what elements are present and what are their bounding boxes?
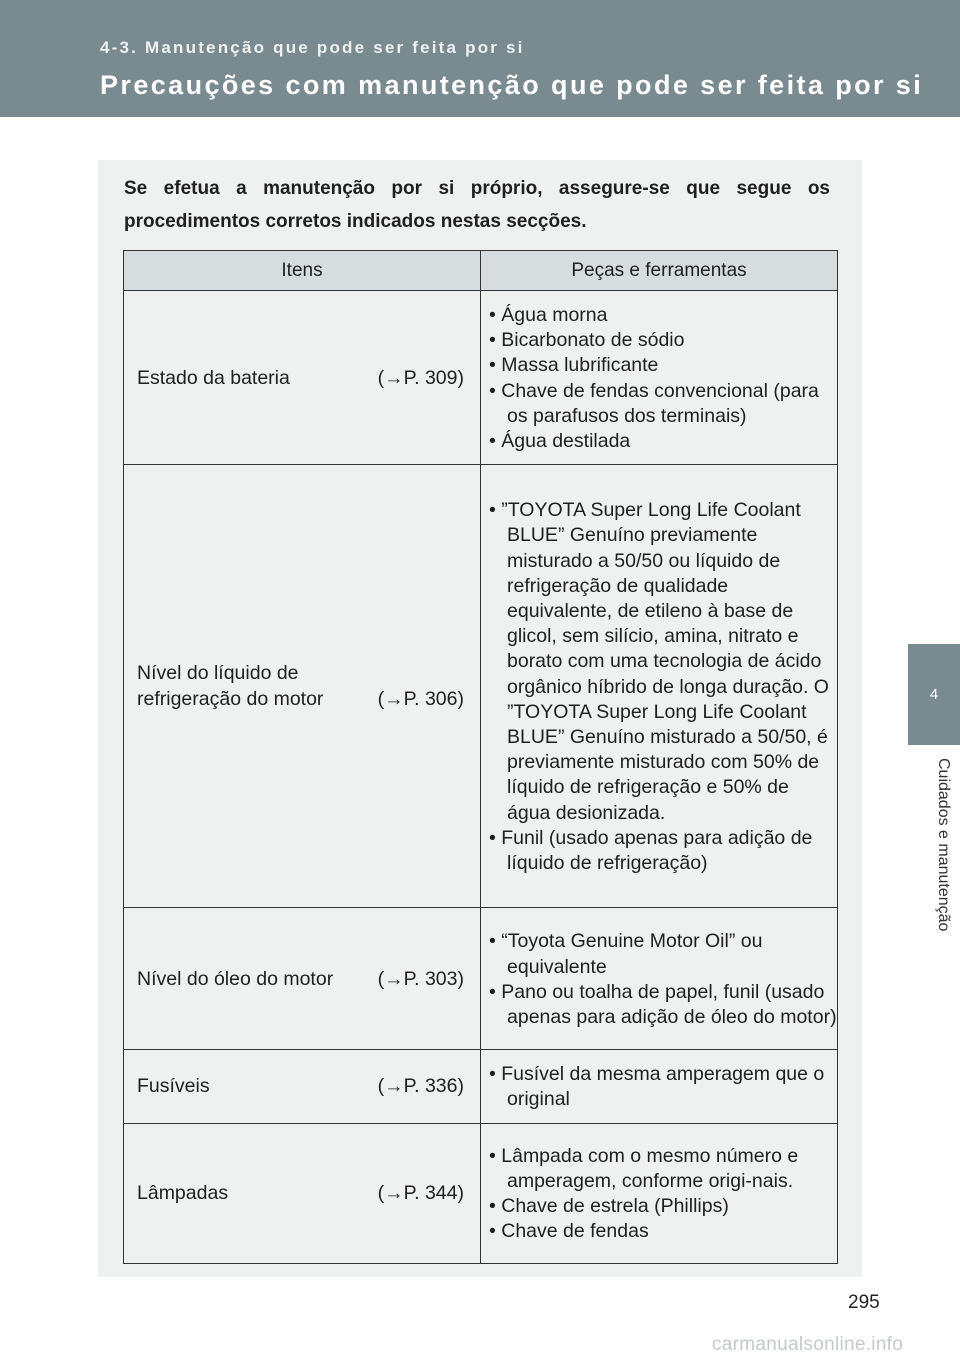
page-reference: (→P. 336): [377, 1075, 464, 1098]
table-row: [124, 465, 838, 908]
item-cell: [124, 1050, 481, 1123]
parts-cell: [481, 908, 838, 1050]
table-row: [124, 1050, 838, 1123]
list-item: • Água morna: [489, 303, 837, 328]
chapter-tab-label: Cuidados e manutenção: [935, 758, 952, 932]
parts-list: [481, 486, 837, 886]
parts-cell: [481, 1123, 838, 1263]
parts-list: [481, 1132, 837, 1255]
page-reference: (→P. 303): [377, 967, 464, 990]
list-item: • Água destilada: [489, 429, 837, 454]
list-item: • Bicarbonato de sódio: [489, 328, 837, 353]
item-cell: [124, 1123, 481, 1263]
table-row: [124, 291, 838, 465]
page-number: 295: [848, 1292, 880, 1313]
list-item: • Lâmpada com o mesmo número e amperagem, conforme origi-nais.: [489, 1144, 837, 1194]
table-header-row: [124, 251, 838, 291]
list-item: • Fusível da mesma amperagem que o original: [489, 1062, 837, 1112]
parts-list: [481, 291, 837, 464]
table-body: [124, 291, 838, 1264]
column-header-items: Itens: [124, 251, 481, 291]
parts-cell: [481, 465, 838, 908]
list-item: • Massa lubrificante: [489, 353, 837, 378]
item-cell-content: [124, 1180, 480, 1206]
list-item: • Chave de fendas convencional (para os parafusos dos terminais): [489, 379, 837, 429]
intro-text: Se efetua a manutenção por si próprio, assegure-se que segue os procedimentos corretos indicados nestas secções.: [124, 178, 830, 232]
chapter-tab: 4: [908, 644, 960, 745]
section-title: 4-3. Manutenção que pode ser feita por si: [100, 38, 525, 57]
parts-cell: [481, 1050, 838, 1123]
table-row: [124, 1123, 838, 1263]
list-item: • Pano ou toalha de papel, funil (usado apenas para adição de óleo do motor): [489, 980, 837, 1030]
item-name: Estado da bateria: [137, 366, 290, 389]
chapter-header: [0, 0, 960, 117]
page-reference: (→P. 306): [377, 688, 464, 711]
parts-list: [481, 1050, 837, 1122]
list-item: • Chave de fendas: [489, 1219, 837, 1244]
watermark: carmanualsonline.info: [712, 1334, 904, 1355]
list-item: • Chave de estrela (Phillips): [489, 1194, 837, 1219]
list-item: • Funil (usado apenas para adição de líquido de refrigeração): [489, 826, 837, 876]
list-item: • ”TOYOTA Super Long Life Coolant BLUE” Genuíno previamente misturado a 50/50 ou líquido de refrigeração de qualidade equivalente, de etileno à base de glicol, sem silício, amina, nitrato e borato com uma tecnologia de ácido orgânico híbrido de longa duração. O ”TOYOTA Super Long Life Coolant BLUE” Genuíno misturado a 50/50, é previamente misturado com 50% de líquido de refrigeração e 50% de água desionizada.: [489, 498, 837, 826]
page-reference: (→P. 309): [377, 366, 464, 389]
item-cell: [124, 465, 481, 908]
item-name: Lâmpadas: [137, 1182, 229, 1205]
item-name: Fusíveis: [137, 1075, 210, 1098]
page-title: Precauções com manutenção que pode ser feita por si: [100, 70, 924, 100]
table-row: [124, 908, 838, 1050]
item-cell-content: [124, 660, 480, 712]
page-reference: (→P. 344): [377, 1182, 464, 1205]
parts-cell: [481, 291, 838, 465]
column-header-parts: Peças e ferramentas: [481, 251, 838, 291]
maintenance-table: [123, 250, 838, 1264]
item-name: Nível do óleo do motor: [137, 967, 334, 990]
parts-list: [481, 917, 837, 1040]
item-name: Nível do líquido de refrigeração do motor: [137, 662, 324, 711]
item-cell: [124, 908, 481, 1050]
item-cell-content: [124, 365, 480, 391]
item-cell-content: [124, 1073, 480, 1099]
item-cell-content: [124, 966, 480, 992]
list-item: • “Toyota Genuine Motor Oil” ou equivalente: [489, 929, 837, 979]
item-cell: [124, 291, 481, 465]
